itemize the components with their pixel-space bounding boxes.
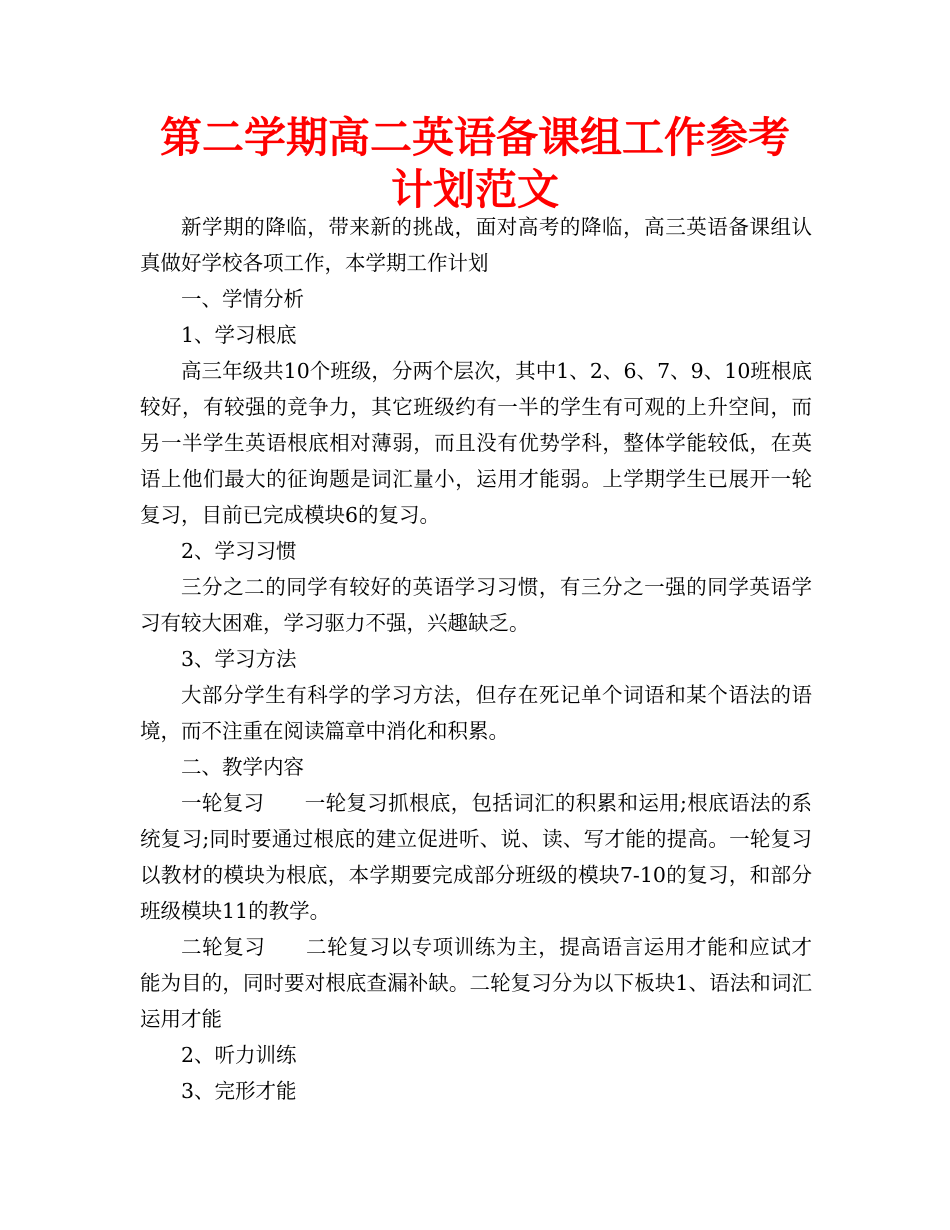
round1-text: 一轮复习抓根底，包括词汇的积累和运用;根底语法的系统复习;同时要通过根底的建立促进听、说、读、写才能的提高。一轮复习以教材的模块为根底，本学期要完成部分班级的模块7-10的复习，和部分班级模块11的教学。 <box>140 791 813 923</box>
section-heading-analysis: 一、学情分析 <box>181 287 304 311</box>
foundation-paragraph: 高三年级共10个班级，分两个层次，其中1、2、6、7、9、10班根底较好，有较强的竞争力，其它班级约有一半的学生有可观的上升空间，而另一半学生英语根底相对薄弱，而且没有优势学科，整体学能较低，在英语上他们最大的征询题是词汇量小，运用才能弱。上学期学生已展开一轮复习，目前已完成模块6的复习。 <box>140 359 812 527</box>
round2-label: 二轮复习 <box>181 935 266 959</box>
subheading-foundation: 1、学习根底 <box>181 323 297 347</box>
document-title: 第二学期高二英语备课组工作参考计划范文 <box>159 113 790 214</box>
list-item-listening: 2、听力训练 <box>181 1043 297 1067</box>
subheading-methods: 3、学习方法 <box>181 647 297 671</box>
section-heading-content: 二、教学内容 <box>181 755 304 779</box>
round1-paragraph <box>140 785 812 929</box>
methods-paragraph: 大部分学生有科学的学习方法，但存在死记单个词语和某个语法的语境，而不注重在阅读篇章中消化和积累。 <box>140 683 812 743</box>
round2-text: 二轮复习以专项训练为主，提高语言运用才能和应试才能为目的，同时要对根底查漏补缺。二轮复习分为以下板块1、语法和词汇运用才能 <box>140 935 813 1031</box>
document-body <box>140 209 812 1109</box>
round2-paragraph <box>140 929 812 1037</box>
round1-label: 一轮复习 <box>181 791 265 815</box>
list-item-cloze: 3、完形才能 <box>181 1079 297 1103</box>
intro-paragraph: 新学期的降临，带来新的挑战，面对高考的降临，高三英语备课组认真做好学校各项工作，本学期工作计划 <box>140 215 812 275</box>
subheading-habits: 2、学习习惯 <box>181 539 297 563</box>
habits-paragraph: 三分之二的同学有较好的英语学习习惯，有三分之一强的同学英语学习有较大困难，学习驱力不强，兴趣缺乏。 <box>140 575 812 635</box>
